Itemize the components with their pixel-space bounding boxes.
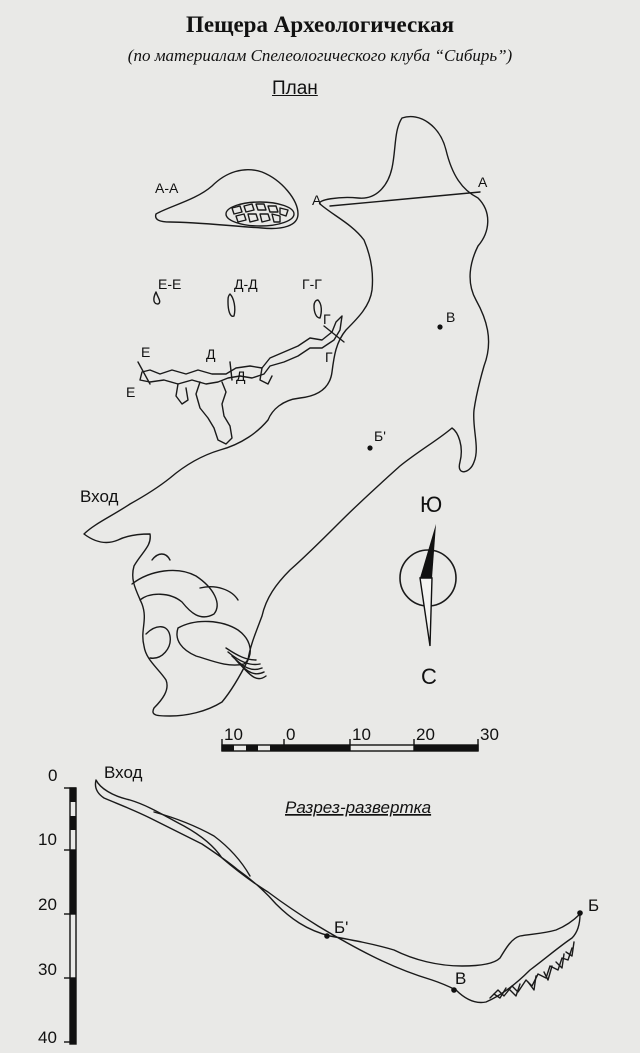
scale-tick-label-2: 0 (286, 725, 296, 744)
label-section-dd: Д-Д (234, 276, 258, 292)
label-section-aa: А-А (155, 180, 179, 196)
label-cut-d-upper: Д (206, 346, 216, 362)
section-label-b: Б (588, 896, 600, 915)
label-section-gg: Г-Г (302, 276, 322, 292)
cross-section-aa-rubble (226, 202, 294, 226)
label-cut-g-lower: Г (325, 349, 333, 365)
compass-needle-light (420, 578, 432, 646)
plan-inner-contour-1 (132, 570, 217, 616)
section-view (38, 763, 599, 1047)
cross-section-aa (156, 170, 298, 229)
scale-tick-label-4: 20 (416, 725, 435, 744)
label-cut-d-lower: Д (236, 368, 246, 384)
compass (400, 492, 456, 689)
page-title: Пещера Археологическая (185, 12, 455, 37)
page-subtitle: (по материалам Спелеологического клуба “Сибирь”) (127, 46, 513, 65)
depth-tick-label-3: 20 (38, 895, 57, 914)
section-point-v-marker (451, 987, 457, 993)
compass-south-label: Ю (420, 492, 443, 517)
plan-inner-contour-3 (146, 627, 170, 658)
section-entrance-label: Вход (104, 763, 143, 782)
label-cut-a-left: А (312, 192, 322, 208)
plan-heading: План (272, 78, 318, 99)
depth-tick-label-4: 30 (38, 960, 57, 979)
cross-section-gg (314, 300, 321, 318)
label-cut-e-upper: Е (141, 344, 151, 360)
plan-point-b-prime-marker (367, 445, 372, 450)
section-point-b-prime-marker (324, 933, 330, 939)
section-scree (490, 942, 574, 998)
label-cut-e-lower: Е (126, 384, 136, 400)
plan-inner-contour-5 (152, 554, 170, 560)
scale-tick-label-3: 10 (352, 725, 371, 744)
scale-tick-label-5: 30 (480, 725, 499, 744)
section-point-b-marker (577, 910, 583, 916)
plan-inner-contour-2 (177, 621, 250, 665)
depth-tick-label-2: 10 (38, 830, 57, 849)
cross-section-ee (154, 292, 160, 304)
plan-side-branch (196, 382, 232, 444)
section-label-b-prime: Б' (334, 918, 349, 937)
section-heading: Разрез-развертка (285, 798, 432, 817)
label-point-b-prime: Б' (374, 428, 386, 444)
plan-inner-contour-4 (200, 587, 238, 600)
plan-slope-hatching (226, 648, 266, 679)
label-point-v: В (446, 309, 456, 325)
compass-north-label: С (421, 664, 437, 689)
section-label-v: В (455, 969, 467, 988)
depth-tick-label-5: 40 (38, 1028, 57, 1047)
scale-tick-label-1: 10 (224, 725, 243, 744)
scale-bar (222, 725, 499, 751)
label-cut-g-upper: Г (323, 311, 331, 327)
plan-point-v-marker (437, 324, 442, 329)
label-cut-a-right: А (478, 174, 488, 190)
cross-section-dd (228, 294, 235, 316)
section-line-aa (330, 192, 480, 206)
label-plan-entrance: Вход (80, 487, 119, 506)
label-section-ee: Е-Е (158, 276, 182, 292)
plan-side-branch-2 (176, 384, 188, 404)
depth-tick-label-1: 0 (48, 766, 58, 785)
